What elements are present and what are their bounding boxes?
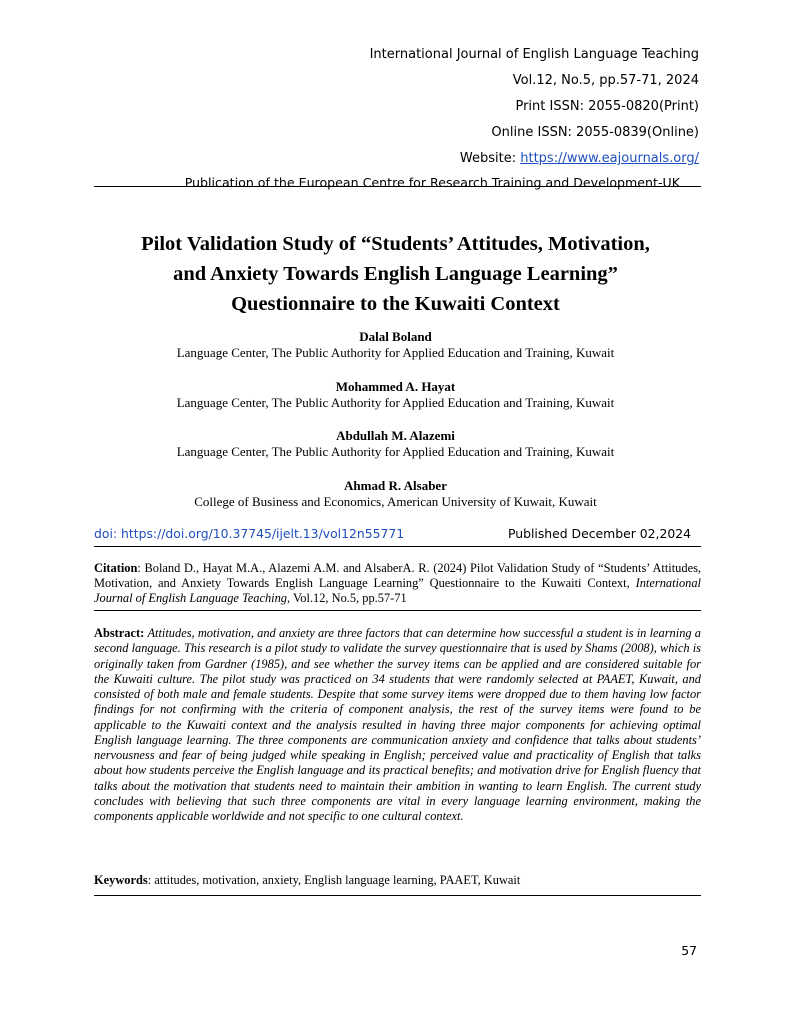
abstract-label: Abstract: [94, 626, 145, 640]
citation-text: : Boland D., Hayat M.A., Alazemi A.M. and AlsaberA. R. (2024) Pilot Validation Study of “Students’ Attitudes, Motivation, and Anxiety Towards English Language Learning” Questionnaire to the Kuwaiti Context, [94, 561, 701, 590]
volume-info: Vol.12, No.5, pp.57-71, 2024 [512, 73, 699, 88]
journal-name: International Journal of English Language Teaching [369, 47, 699, 62]
author-name: Abdullah M. Alazemi [336, 428, 455, 443]
citation-label: Citation [94, 561, 138, 575]
author-affiliation: College of Business and Economics, American University of Kuwait, Kuwait [194, 494, 597, 509]
paper-title [80, 229, 711, 319]
doi-row [94, 526, 701, 542]
keywords-label: Keywords [94, 873, 148, 887]
author-name: Ahmad R. Alsaber [344, 478, 447, 493]
author-affiliation: Language Center, The Public Authority for Applied Education and Training, Kuwait [176, 395, 615, 410]
divider [94, 610, 701, 611]
website-link[interactable]: https://www.eajournals.org/ [520, 151, 699, 166]
author-block [80, 329, 711, 361]
author-block [80, 428, 711, 460]
doi-label: doi: [94, 526, 122, 541]
divider [94, 546, 701, 547]
abstract-text: Attitudes, motivation, and anxiety are three factors that can determine how successful a student is in learning a second language. This research is a pilot study to validate the survey questionnaire that is used by Shams (2008), which is originally taken from Gardner (1985), and see whether the survey items can be applied and are considered suitable for the Kuwaiti culture. The pilot study was practiced on 34 students that were randomly selected at PAAET, Kuwait, and consisted of both male and female students. Despite that some survey items were dropped due to them having low factor findings for not confirming with the criteria of component analysis, the rest of the survey items were found to be applicable to the Kuwaiti context and the analysis resulted in having three major components for achieving optimal English language learning. The three components are communication anxiety and confidence that talks about students’ nervousness and fear of being judged while speaking in English; perceived value and practicality of English that talks about how students perceive the English language and its practical benefits; and motivation drive for English fluency that talks about the motivation that students need to maintain their ambition in wanting to learn English. The current study concludes with believing that such three components are vital in every language learning environment, making the components applicable worldwide and not specific to one cultural context. [94, 626, 701, 823]
doi [94, 526, 404, 542]
keywords [94, 873, 701, 888]
citation [94, 561, 701, 606]
citation-journal: International Journal of English Language Teaching [94, 576, 701, 605]
author-name: Dalal Boland [359, 329, 432, 344]
keywords-text: : attitudes, motivation, anxiety, English language learning, PAAET, Kuwait [147, 873, 521, 887]
title-line-2: and Anxiety Towards English Language Learning” [173, 263, 618, 285]
author-affiliation: Language Center, The Public Authority for Applied Education and Training, Kuwait [176, 444, 615, 459]
page-number: 57 [681, 943, 697, 958]
doi-link[interactable]: https://doi.org/10.37745/ijelt.13/vol12n55771 [121, 526, 405, 541]
header-divider [94, 186, 701, 187]
divider [94, 895, 701, 896]
title-line-3: Questionnaire to the Kuwaiti Context [231, 293, 560, 315]
citation-details: , Vol.12, No.5, pp.57-71 [286, 591, 407, 605]
author-name: Mohammed A. Hayat [335, 379, 456, 394]
website-line [460, 151, 699, 167]
print-issn: Print ISSN: 2055-0820(Print) [515, 99, 699, 114]
published-date: Published December 02,2024 [507, 526, 691, 541]
author-affiliation: Language Center, The Public Authority for Applied Education and Training, Kuwait [176, 345, 615, 360]
online-issn: Online ISSN: 2055-0839(Online) [491, 125, 699, 140]
website-label: Website: [459, 151, 521, 166]
title-line-1: Pilot Validation Study of “Students’ Attitudes, Motivation, [141, 233, 650, 255]
author-block [80, 379, 711, 411]
abstract [94, 626, 701, 824]
publisher-line: Publication of the European Centre for Research Training and Development-UK [184, 175, 680, 190]
author-block [80, 478, 711, 510]
